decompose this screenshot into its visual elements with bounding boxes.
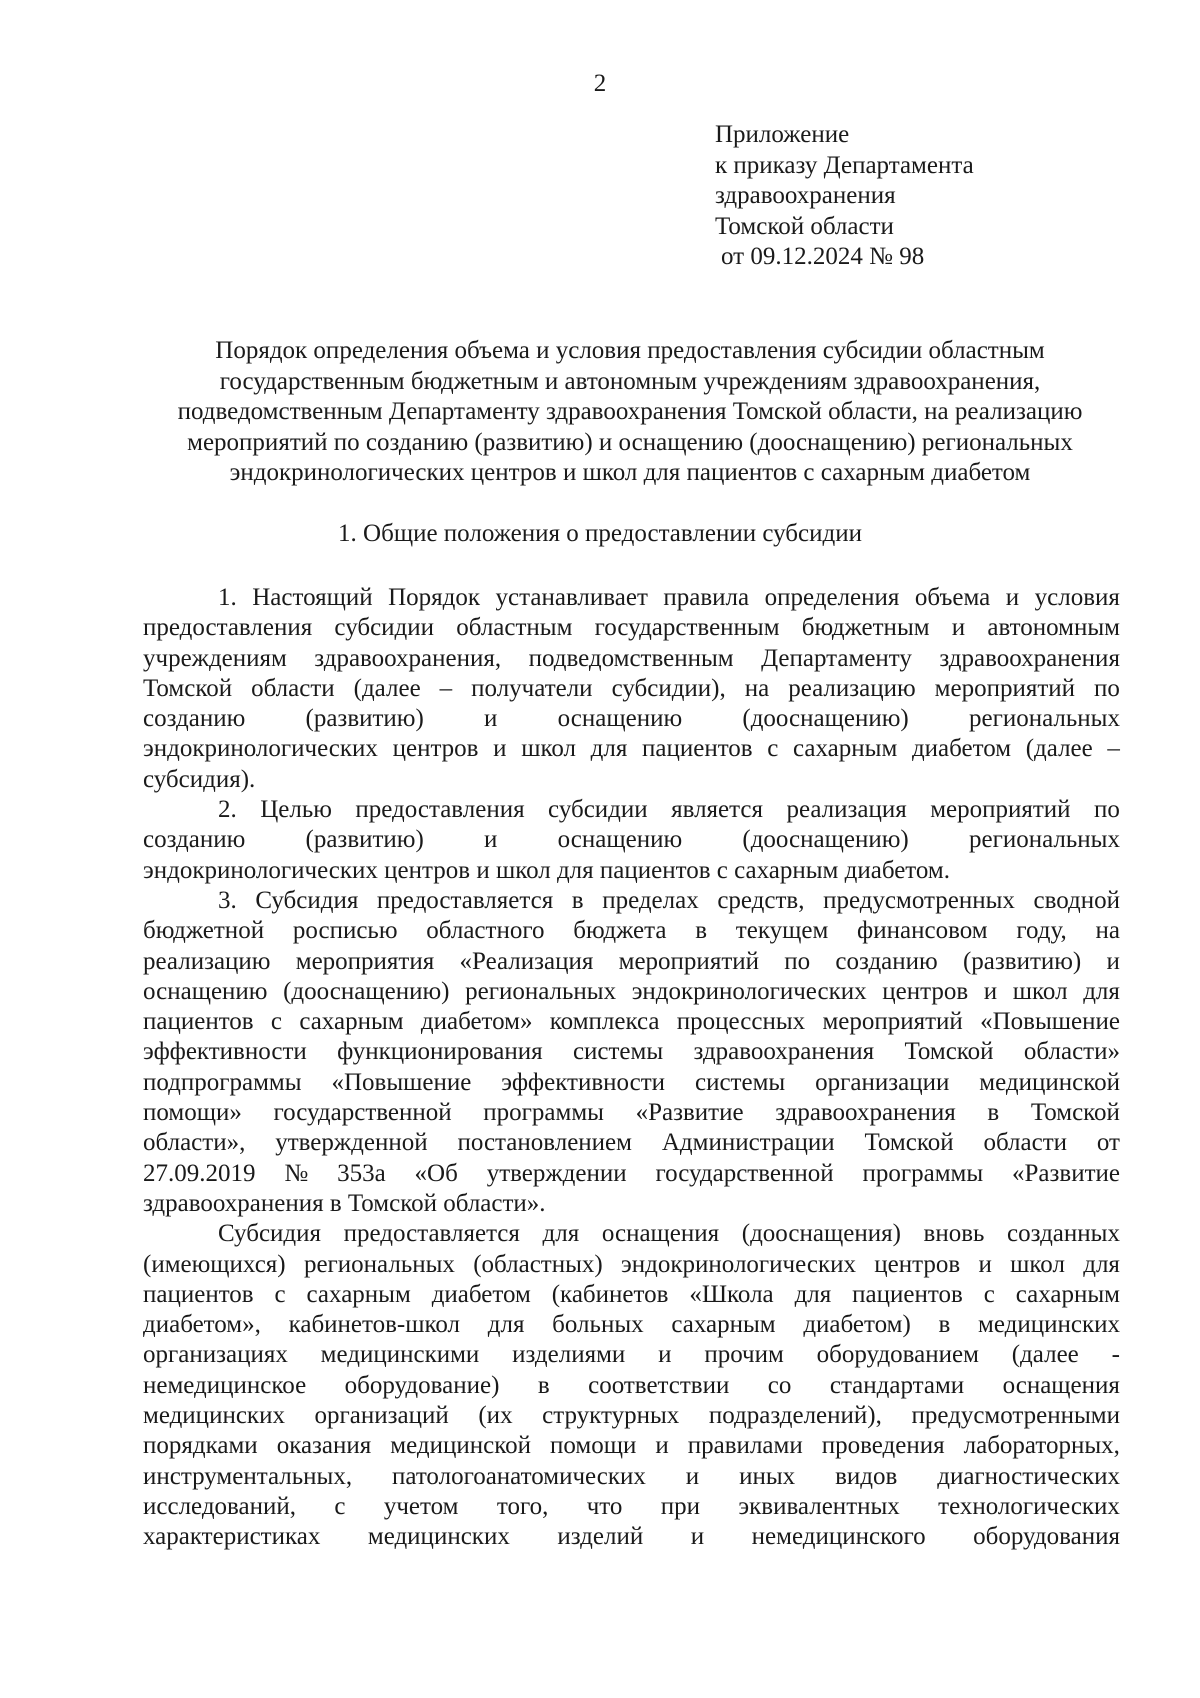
- body-word: региональных: [968, 705, 1120, 733]
- body-word: области: [251, 674, 335, 702]
- body-word: учетом: [383, 1492, 459, 1520]
- body-word: подпрограммы: [143, 1068, 302, 1096]
- body-word: субсидии: [334, 614, 435, 642]
- body-word: для: [1083, 1250, 1120, 1278]
- body-word: медицинских: [978, 1311, 1120, 1339]
- body-word: для: [590, 735, 628, 763]
- body-word: утверждении: [486, 1159, 627, 1187]
- body-line: [143, 1128, 1120, 1158]
- body-word: области»: [1023, 1038, 1120, 1066]
- body-line: [143, 916, 1120, 946]
- appendix-block: [715, 120, 974, 273]
- body-word: -: [1111, 1341, 1120, 1369]
- body-word: центров: [392, 735, 479, 763]
- body-word: устанавливает: [495, 584, 648, 611]
- body-word: 353а: [337, 1159, 386, 1187]
- body-line: [143, 1280, 1120, 1310]
- body-word: 3.: [218, 886, 237, 914]
- body-word: характеристиках: [143, 1523, 321, 1551]
- body-word: оснащения: [1002, 1371, 1120, 1399]
- body-word: медицинских: [143, 1402, 285, 1430]
- body-word: на: [1095, 917, 1120, 945]
- body-word: оснащению: [557, 826, 683, 854]
- body-word: «Реализация: [459, 947, 594, 975]
- body-word: медицинской: [390, 1432, 531, 1460]
- body-word: медицинской: [979, 1068, 1120, 1096]
- body-line: [143, 1492, 1120, 1522]
- body-word: Субсидия: [218, 1220, 322, 1248]
- body-word: школ: [1012, 977, 1068, 1005]
- appendix-line: Приложение: [715, 121, 850, 148]
- body-word: сводной: [1033, 886, 1120, 914]
- body-word: стандартами: [829, 1371, 965, 1399]
- body-word: оборудование): [344, 1371, 500, 1399]
- body-word: оснащению: [143, 977, 268, 1005]
- body-word: системы: [694, 1068, 786, 1096]
- body-word: (развитию): [305, 826, 424, 854]
- document-title: [130, 336, 1130, 489]
- body-word: и: [1106, 947, 1120, 975]
- body-word: «Развитие: [1012, 1159, 1120, 1187]
- body-line: [143, 734, 1120, 764]
- body-line: здравоохранения в Томской области».: [143, 1189, 546, 1217]
- section-heading: 1. Общие положения о предоставлении субсидии: [338, 520, 862, 547]
- body-word: областным: [456, 614, 573, 642]
- body-word: областного: [426, 917, 545, 945]
- body-word: организациях: [143, 1341, 288, 1369]
- body-line: [143, 947, 1120, 977]
- body-word: постановлением: [457, 1129, 632, 1157]
- body-word: для: [487, 1311, 525, 1339]
- body-word: по: [1094, 674, 1120, 702]
- appendix-line: Томской области: [715, 212, 894, 240]
- body-line: [143, 1522, 1120, 1552]
- body-word: области»,: [143, 1129, 246, 1157]
- body-word: инструментальных,: [143, 1462, 353, 1490]
- body-word: «Об: [414, 1159, 458, 1187]
- body-word: технологических: [938, 1492, 1120, 1520]
- body-word: центров: [874, 1250, 961, 1278]
- body-word: мероприятий: [930, 796, 1071, 824]
- body-word: мероприятия: [295, 947, 435, 975]
- body-word: оказания: [276, 1432, 372, 1460]
- body-word: сахарным: [306, 1280, 411, 1308]
- body-word: условия: [1034, 584, 1120, 611]
- body-word: средств,: [717, 886, 805, 914]
- body-word: и: [484, 705, 498, 733]
- body-word: с: [274, 1280, 286, 1308]
- title-line: Порядок определения объема и условия предоставления субсидии областным: [215, 337, 1045, 364]
- body-word: со: [767, 1371, 792, 1399]
- body-word: прочим: [704, 1341, 784, 1369]
- body-word: диабетом): [803, 1311, 911, 1339]
- body-line: [143, 1401, 1120, 1431]
- body-line: [143, 1159, 1120, 1189]
- body-word: (развитию): [305, 705, 424, 733]
- body-word: правилами: [687, 1432, 803, 1460]
- body-word: что: [586, 1492, 623, 1520]
- body-word: 27.09.2019: [143, 1159, 256, 1187]
- body-word: эффективности: [501, 1068, 666, 1096]
- body-word: №: [284, 1159, 309, 1187]
- body-line: [143, 1098, 1120, 1128]
- body-word: по: [1094, 796, 1120, 824]
- body-word: оборудованием: [816, 1341, 979, 1369]
- body-word: изделиями: [512, 1341, 626, 1369]
- body-word: и: [484, 826, 498, 854]
- body-word: помощи: [550, 1432, 637, 1460]
- body-word: году,: [1016, 917, 1067, 945]
- body-word: от: [1096, 1129, 1120, 1157]
- body-word: получатели: [471, 674, 593, 702]
- body-line: [143, 1250, 1120, 1280]
- body-word: субсидии: [548, 796, 648, 824]
- body-word: функционирования: [337, 1038, 543, 1066]
- body-word: автономным: [987, 614, 1120, 642]
- body-word: кабинетов-школ: [288, 1311, 461, 1339]
- body-word: школ: [521, 735, 576, 763]
- body-word: сахарным: [299, 1008, 404, 1036]
- body-word: структурных: [542, 1402, 680, 1430]
- body-line: эндокринологических центров и школ для пациентов с сахарным диабетом.: [143, 856, 950, 884]
- body-word: (их: [478, 1402, 513, 1430]
- body-word: при: [660, 1492, 701, 1520]
- body-word: на: [744, 674, 770, 702]
- body-word: системы: [572, 1038, 664, 1066]
- body-word: диагностических: [937, 1462, 1120, 1490]
- body-word: (далее: [1011, 1341, 1079, 1369]
- body-word: области: [983, 1129, 1068, 1157]
- body-word: росписью: [292, 917, 398, 945]
- body-word: региональных: [303, 1250, 455, 1278]
- body-word: эндокринологических: [621, 1250, 856, 1278]
- body-word: пациентов: [852, 1280, 963, 1308]
- body-line: [143, 674, 1120, 704]
- body-line: [143, 1037, 1120, 1067]
- body-word: региональных: [968, 826, 1120, 854]
- body-word: диабетом»: [420, 1008, 533, 1036]
- body-word: и: [655, 1432, 669, 1460]
- body-word: объема: [914, 584, 991, 611]
- body-word: и: [658, 1341, 672, 1369]
- body-line: [143, 977, 1120, 1007]
- body-word: мероприятий: [822, 1008, 963, 1036]
- body-word: (развитию): [962, 947, 1082, 975]
- body-word: видов: [835, 1462, 898, 1490]
- body-word: Администрации: [661, 1129, 835, 1157]
- body-word: изделий: [557, 1523, 644, 1551]
- body-word: предоставляется: [376, 886, 554, 914]
- body-word: и: [685, 1462, 700, 1490]
- body-line: [143, 825, 1120, 855]
- body-word: утвержденной: [275, 1129, 428, 1157]
- body-word: для: [794, 1280, 832, 1308]
- body-word: эндокринологических: [631, 977, 867, 1005]
- body-word: Томской: [1030, 1099, 1120, 1127]
- body-word: Томской: [864, 1129, 954, 1157]
- body-word: «Развитие: [635, 1099, 744, 1127]
- body-line: [143, 886, 1120, 916]
- body-word: созданию: [143, 705, 246, 733]
- body-word: в: [571, 886, 584, 914]
- body-word: подразделений),: [708, 1402, 882, 1430]
- body-word: (дооснащения): [741, 1220, 901, 1248]
- body-word: оснащению: [557, 705, 683, 733]
- body-word: соответствии: [588, 1371, 730, 1399]
- body-word: здравоохранения: [693, 1038, 875, 1066]
- body-word: порядками: [143, 1432, 258, 1460]
- body-word: финансовом: [857, 917, 988, 945]
- body-word: «Повышение: [980, 1008, 1120, 1036]
- body-word: сахарным: [1015, 1280, 1120, 1308]
- body-word: диабетом: [431, 1280, 531, 1308]
- body-word: определения: [764, 584, 900, 611]
- body-word: пациентов: [641, 735, 753, 763]
- body-word: пациентов: [143, 1008, 254, 1036]
- body-word: медицинскими: [320, 1341, 480, 1369]
- body-word: с: [270, 1008, 283, 1036]
- body-line: [143, 1371, 1120, 1401]
- body-word: (дооснащению): [742, 705, 909, 733]
- body-word: (дооснащению): [742, 826, 909, 854]
- body-word: и: [1005, 584, 1020, 611]
- body-word: комплекса: [549, 1008, 660, 1036]
- body-word: помощи»: [143, 1099, 242, 1127]
- body-word: оборудования: [973, 1523, 1120, 1551]
- body-word: проведения: [821, 1432, 945, 1460]
- body-word: пациентов: [143, 1280, 254, 1308]
- body-line: [143, 1310, 1120, 1340]
- body-line: [143, 1068, 1120, 1098]
- body-word: и: [978, 1250, 992, 1278]
- title-line: подведомственным Департаменту здравоохранения Томской области, на реализацию: [177, 398, 1083, 425]
- body-word: того,: [496, 1492, 549, 1520]
- body-word: государственной: [273, 1099, 452, 1127]
- body-word: «Повышение: [331, 1068, 472, 1096]
- body-word: субсидии),: [611, 674, 726, 702]
- body-word: здравоохранения: [939, 644, 1120, 672]
- body-line: [143, 795, 1120, 825]
- body-word: в: [695, 917, 708, 945]
- body-line: [143, 704, 1120, 734]
- body-word: 1.: [218, 584, 237, 611]
- body-word: учреждениям: [143, 644, 287, 672]
- body-word: исследований,: [143, 1492, 296, 1520]
- body-word: Томской: [904, 1038, 994, 1066]
- body-word: больных: [552, 1311, 644, 1339]
- body-word: процессных: [676, 1008, 806, 1036]
- body-word: предоставления: [143, 614, 313, 642]
- body-word: реализацию: [788, 674, 916, 702]
- body-line: [143, 613, 1120, 643]
- body-word: Томской: [143, 674, 233, 702]
- body-word: эквивалентных: [738, 1492, 900, 1520]
- body-word: по: [784, 947, 811, 975]
- body-word: мероприятий: [618, 947, 759, 975]
- body-word: бюджетной: [143, 917, 265, 945]
- body-word: –: [439, 674, 453, 702]
- body-line: [143, 583, 1120, 613]
- body-word: и: [951, 614, 966, 642]
- body-word: в: [987, 1099, 1000, 1127]
- body-word: программы: [862, 1159, 984, 1187]
- body-line: [143, 1219, 1120, 1249]
- body-word: программы: [483, 1099, 604, 1127]
- appendix-line: к приказу Департамента: [715, 151, 974, 179]
- body-line: [143, 1462, 1120, 1492]
- body-word: с: [767, 735, 779, 763]
- body-word: для: [1083, 977, 1120, 1005]
- body-word: правила: [663, 584, 750, 611]
- body-word: (имеющихся): [143, 1250, 286, 1278]
- body-word: созданию: [835, 947, 938, 975]
- body-text: [143, 583, 1120, 1553]
- appendix-line: от 09.12.2024 № 98: [721, 243, 925, 270]
- body-word: для: [542, 1220, 580, 1248]
- body-word: государственной: [655, 1159, 834, 1187]
- body-word: Департаменту: [761, 644, 912, 672]
- body-word: немедицинского: [751, 1523, 926, 1551]
- body-word: бюджета: [573, 917, 667, 945]
- body-word: (областных): [473, 1250, 603, 1278]
- body-word: сахарным: [793, 735, 898, 763]
- body-word: Субсидия: [255, 886, 359, 914]
- body-word: в: [938, 1311, 951, 1339]
- body-word: 2.: [218, 796, 237, 824]
- body-word: иных: [739, 1462, 796, 1490]
- body-line: [143, 1007, 1120, 1037]
- body-word: созданных: [1007, 1220, 1120, 1248]
- body-line: [143, 1340, 1120, 1370]
- body-word: (дооснащению): [283, 977, 450, 1005]
- body-word: диабетом: [911, 735, 1012, 763]
- body-word: мероприятий: [934, 674, 1076, 702]
- body-word: патологоанатомических: [392, 1462, 646, 1490]
- body-word: «Школа: [689, 1280, 774, 1308]
- body-word: и: [493, 735, 507, 763]
- body-word: (далее: [1025, 735, 1093, 763]
- body-word: Порядок: [388, 584, 481, 611]
- body-word: лабораторных,: [963, 1432, 1120, 1460]
- body-line: субсидия).: [143, 765, 256, 793]
- body-word: реализация: [786, 796, 907, 824]
- body-word: является: [671, 796, 763, 824]
- body-line: [143, 644, 1120, 674]
- body-word: организаций: [314, 1402, 449, 1430]
- body-word: эндокринологических: [143, 735, 378, 763]
- body-word: эффективности: [143, 1038, 307, 1066]
- body-word: государственным: [594, 614, 780, 642]
- body-word: и: [983, 977, 998, 1005]
- body-word: –: [1107, 735, 1120, 763]
- body-word: здравоохранения,: [314, 644, 502, 672]
- title-line: эндокринологических центров и школ для пациентов с сахарным диабетом: [229, 459, 1031, 486]
- body-word: вновь: [923, 1220, 985, 1248]
- body-word: (кабинетов: [551, 1280, 669, 1308]
- body-word: предоставляется: [343, 1220, 520, 1248]
- body-word: (далее: [353, 674, 421, 702]
- body-word: предусмотренных: [823, 886, 1015, 914]
- body-word: и: [690, 1523, 705, 1551]
- title-line: мероприятий по созданию (развитию) и оснащению (дооснащению) региональных: [187, 428, 1073, 456]
- body-word: региональных: [465, 977, 617, 1005]
- body-word: с: [334, 1492, 346, 1520]
- body-word: реализацию: [143, 947, 271, 975]
- body-word: пределах: [602, 886, 699, 914]
- body-word: оснащения: [601, 1220, 720, 1248]
- body-word: Целью: [260, 796, 332, 824]
- body-line: [143, 1431, 1120, 1461]
- body-word: предусмотренными: [911, 1402, 1120, 1430]
- body-word: текущем: [735, 917, 829, 945]
- body-word: подведомственным: [528, 644, 734, 672]
- title-line: государственным бюджетным и автономным учреждениям здравоохранения,: [219, 367, 1041, 395]
- body-word: диабетом»,: [143, 1311, 261, 1339]
- body-word: Настоящий: [252, 584, 373, 611]
- body-word: сахарным: [671, 1311, 776, 1339]
- appendix-line: здравоохранения: [715, 182, 896, 209]
- body-word: с: [983, 1280, 995, 1308]
- body-word: предоставления: [355, 796, 525, 824]
- body-word: созданию: [143, 826, 246, 854]
- body-word: в: [537, 1371, 550, 1399]
- body-word: организации: [815, 1068, 950, 1096]
- body-word: здравоохранения: [775, 1099, 956, 1127]
- page-number: 2: [593, 70, 607, 97]
- body-word: медицинских: [367, 1523, 510, 1551]
- body-word: немедицинское: [143, 1371, 307, 1399]
- body-word: школ: [1010, 1250, 1065, 1278]
- body-word: центров: [882, 977, 969, 1005]
- body-word: бюджетным: [801, 614, 930, 642]
